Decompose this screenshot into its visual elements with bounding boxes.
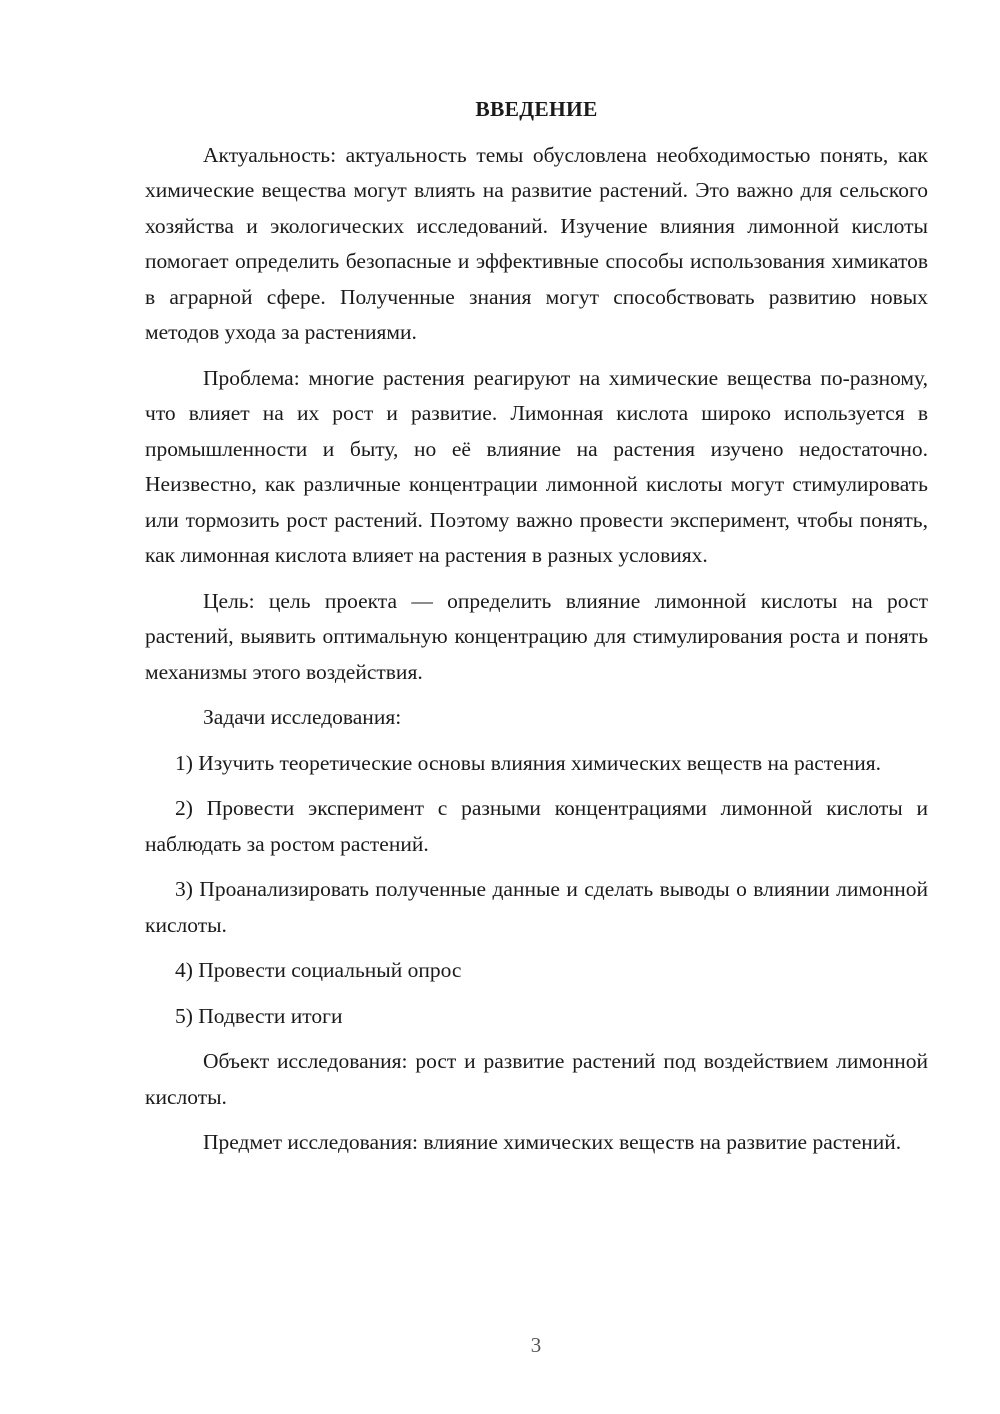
task-item-3: 3) Проанализировать полученные данные и сделать выводы о влиянии лимонной кислоты. <box>145 877 928 937</box>
task-item-4: 4) Провести социальный опрос <box>175 958 462 982</box>
goal-paragraph: Цель: цель проекта — определить влияние лимонной кислоты на рост растений, выявить оптимальную концентрацию для стимулирования роста и понять механизмы этого воздействия. <box>145 588 928 684</box>
page-number: 3 <box>530 1333 542 1357</box>
task-item-5: 5) Подвести итоги <box>175 1003 343 1028</box>
object-paragraph: Объект исследования: рост и развитие растений под воздействием лимонной кислоты. <box>145 1049 928 1109</box>
relevance-paragraph: Актуальность: актуальность темы обусловлена необходимостью понять, как химические вещества могут влиять на развитие растений. Это важно для сельского хозяйства и экологических исследований. Изучение влияния лимонной кислоты помогает определить безопасные и эффективные способы использования химикатов в аграрной сфере. Полученные знания могут способствовать развитию новых методов ухода за растениями. <box>145 142 928 344</box>
task-item-2: 2) Провести эксперимент с разными концентрациями лимонной кислоты и наблюдать за ростом растений. <box>145 796 928 856</box>
page-content <box>145 92 928 1171</box>
subject-paragraph: Предмет исследования: влияние химических веществ на развитие растений. <box>203 1130 902 1154</box>
problem-paragraph: Проблема: многие растения реагируют на химические вещества по-разному, что влияет на их рост и развитие. Лимонная кислота широко используется в промышленности и быту, но её влияние на растения изучено недостаточно. Неизвестно, как различные концентрации лимонной кислоты могут стимулировать или тормозить рост растений. Поэтому важно провести эксперимент, чтобы понять, как лимонная кислота влияет на растения в разных условиях. <box>145 365 928 567</box>
tasks-heading: Задачи исследования: <box>203 705 402 729</box>
task-item-1: 1) Изучить теоретические основы влияния химических веществ на растения. <box>175 750 882 775</box>
section-title: ВВЕДЕНИЕ <box>475 97 598 121</box>
